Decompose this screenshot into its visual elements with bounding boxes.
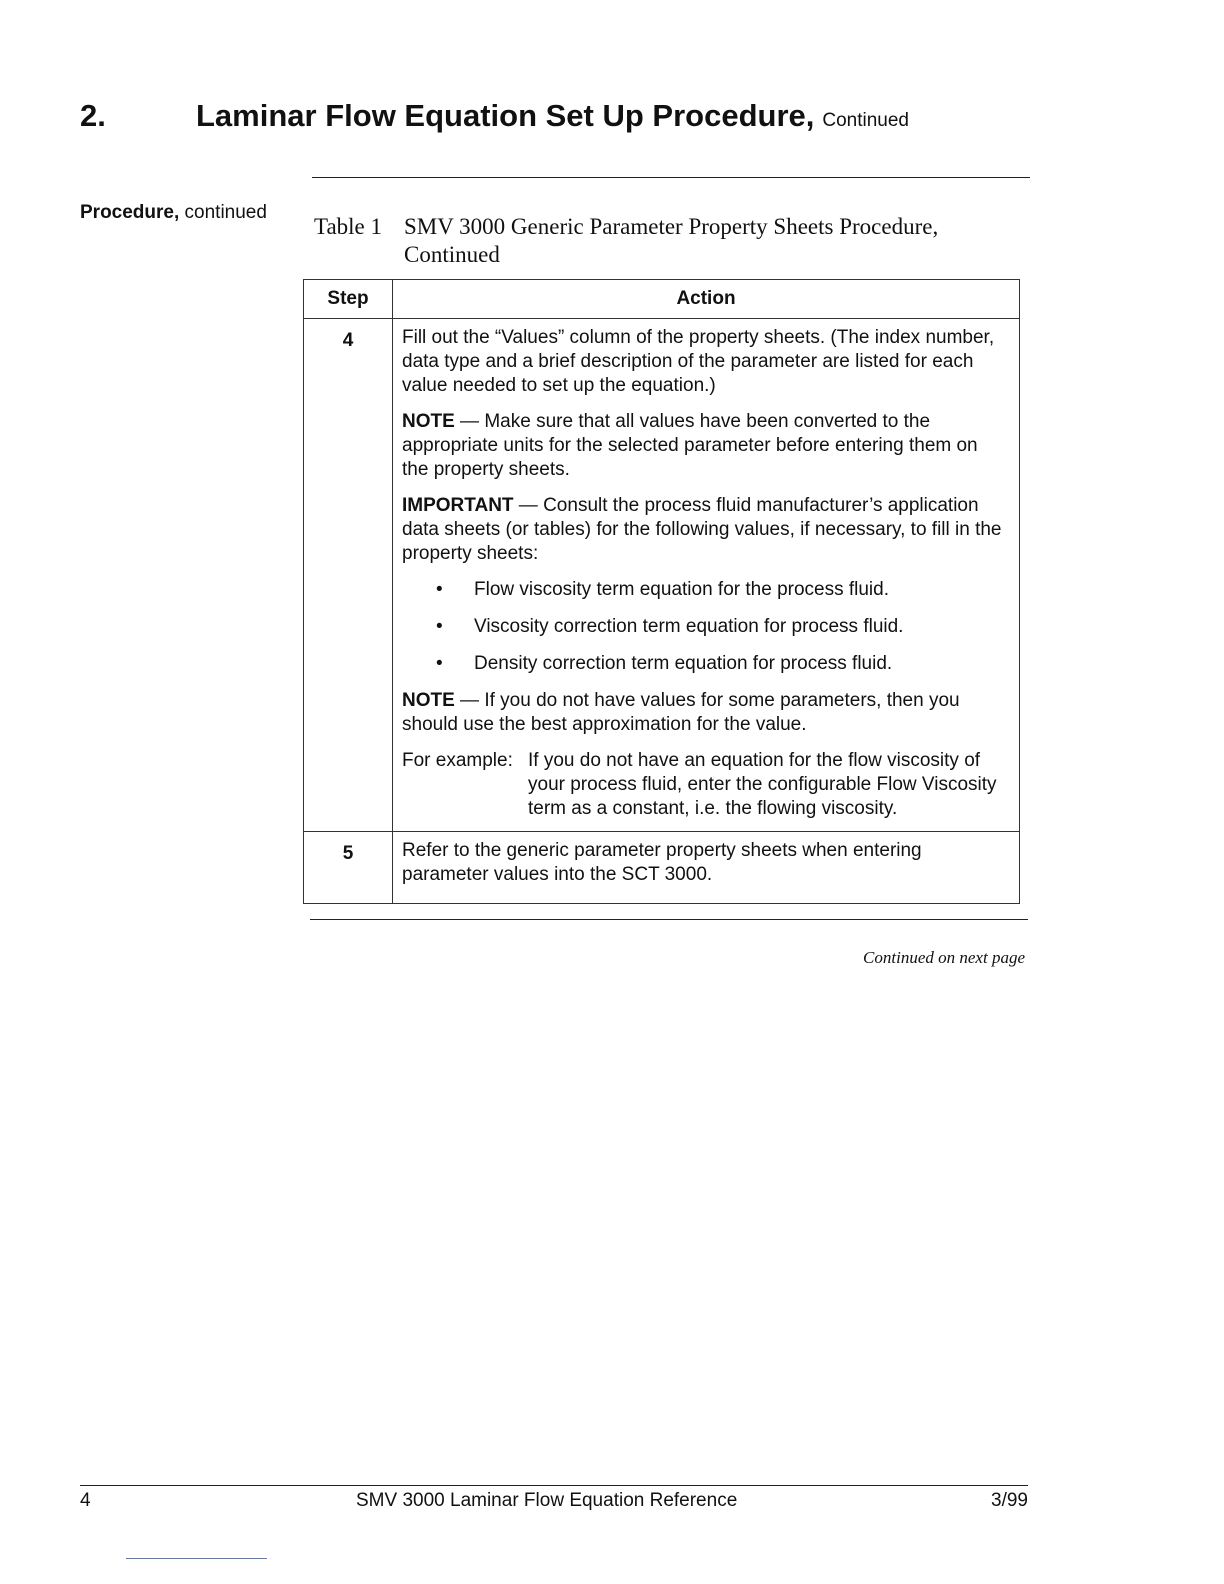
footer-rule (80, 1485, 1028, 1486)
section-title (196, 98, 909, 134)
table-caption-number: Table 1 (314, 214, 383, 239)
top-rule (312, 177, 1030, 178)
procedure-table (303, 279, 1020, 904)
section-number: 2. (80, 98, 106, 133)
header-step: Step (304, 280, 393, 319)
note-text: — Make sure that all values have been converted to the appropriate units for the selected parameter before entering them on the property sheets. (402, 411, 978, 480)
important-label: IMPORTANT (402, 495, 514, 516)
example-block (402, 749, 1005, 821)
important-text: — Consult the process fluid manufacturer’s application data sheets (or tables) for the following values, if necessary, to fill in the property sheets: (402, 495, 1002, 564)
side-label (80, 202, 267, 224)
header-action: Action (393, 280, 1020, 319)
example-label: For example: (402, 750, 513, 771)
page-number: 4 (80, 1490, 91, 1511)
table-header-row (304, 280, 1020, 319)
table-caption-text: SMV 3000 Generic Parameter Property Sheets Procedure, Continued (404, 214, 939, 267)
bullet-list (402, 578, 1005, 676)
note-label: NOTE (402, 690, 455, 711)
side-label-rest: continued (179, 202, 267, 223)
list-item: • Viscosity correction term equation for process fluid. (402, 615, 1005, 639)
table-row (304, 832, 1020, 904)
action-cell: Refer to the generic parameter property sheets when entering parameter values into the SCT 3000. (393, 832, 1020, 904)
section-title-text: Laminar Flow Equation Set Up Procedure, (196, 98, 815, 133)
step-cell: 5 (304, 832, 393, 904)
step-cell: 4 (304, 319, 393, 832)
table-row (304, 319, 1020, 832)
note-paragraph (402, 410, 1005, 482)
side-label-bold: Procedure, (80, 202, 180, 223)
note-text: — If you do not have values for some parameters, then you should use the best approximation for the value. (402, 690, 960, 735)
footer-date: 3/99 (991, 1490, 1028, 1511)
action-cell (393, 319, 1020, 832)
list-item: • Density correction term equation for process fluid. (402, 652, 1005, 676)
bottom-rule (310, 919, 1028, 920)
important-paragraph (402, 494, 1005, 566)
note-paragraph (402, 689, 1005, 737)
action-paragraph: Fill out the “Values” column of the property sheets. (The index number, data type and a brief description of the parameter are listed for each value needed to set up the equation.) (402, 327, 995, 396)
continued-note: Continued on next page (863, 948, 1025, 967)
section-title-continued: Continued (822, 110, 909, 131)
footer-title: SMV 3000 Laminar Flow Equation Reference (356, 1490, 738, 1511)
list-item: • Flow viscosity term equation for the process fluid. (402, 578, 1005, 602)
example-text: If you do not have an equation for the flow viscosity of your process fluid, enter the configurable Flow Viscosity term as a constant, i.e. the flowing viscosity. (528, 750, 997, 819)
scan-artifact-line (126, 1558, 267, 1559)
note-label: NOTE (402, 411, 455, 432)
